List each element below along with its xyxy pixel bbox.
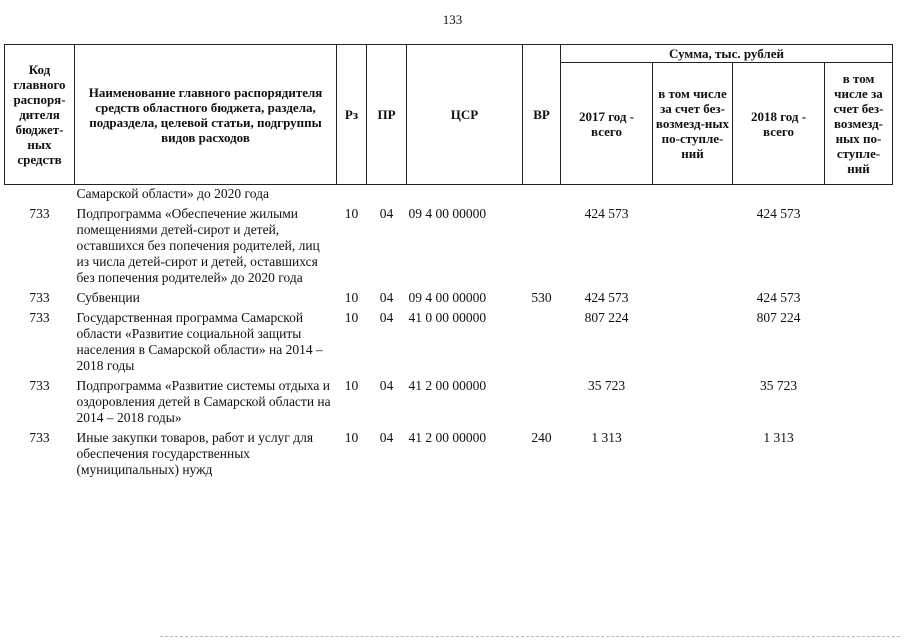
cell-name: Субвенции: [76, 290, 140, 305]
cell-2018-free: [825, 374, 893, 426]
cell-2017-free: [653, 286, 733, 306]
cell-code: 733: [29, 430, 50, 445]
header-2018-total: 2018 год - всего: [733, 63, 825, 185]
cell-code: 733: [29, 290, 50, 305]
cell-2017-total: 424 573: [584, 206, 629, 221]
header-pr: ПР: [367, 45, 407, 185]
continuation-row: [5, 185, 893, 203]
cell-csr: 09 4 00 00000: [408, 206, 487, 221]
cell-pr: 04: [379, 290, 394, 305]
header-name: Наименование главного распорядителя средств областного бюджета, раздела, подраздела, целевой статьи, подгруппы видов расходов: [75, 45, 337, 185]
header-rz: Рз: [337, 45, 367, 185]
header-vr: ВР: [523, 45, 561, 185]
table-header: [5, 45, 893, 185]
cell-pr: 04: [379, 310, 394, 325]
header-2018-free: в том числе за счет без-возмезд-ных по-ступле-ний: [825, 63, 893, 185]
cell-rz: 10: [344, 206, 359, 221]
table-row: [5, 286, 893, 306]
cell-code: 733: [29, 378, 50, 393]
cell-2017-free: [653, 426, 733, 478]
cell-rz: 10: [344, 378, 359, 393]
table-row: [5, 306, 893, 374]
cell-vr: [523, 374, 561, 426]
scan-edge-line: [160, 636, 900, 637]
cell-rz: 10: [344, 310, 359, 325]
cell-2017-free: [653, 306, 733, 374]
cell-name: Подпрограмма «Обеспечение жилыми помещениями детей-сирот и детей, оставшихся без попечения родителей, лиц из числа детей-сирот и детей, оставшихся без попечения родителей» до 2020 года: [76, 206, 320, 285]
cell-csr: 41 2 00 00000: [408, 378, 487, 393]
table-row: [5, 202, 893, 286]
table-row: [5, 374, 893, 426]
cell-2018-total: 1 313: [763, 430, 794, 445]
cell-csr: 41 0 00 00000: [408, 310, 487, 325]
cell-vr: 530: [531, 290, 552, 305]
cell-csr: 09 4 00 00000: [408, 290, 487, 305]
cell-name: Подпрограмма «Развитие системы отдыха и оздоровления детей в Самарской области на 2014 – 2018 годы»: [76, 378, 331, 425]
cell-2018-total: 424 573: [756, 290, 801, 305]
page-number: 133: [442, 12, 463, 27]
cell-2017-total: 35 723: [587, 378, 626, 393]
cell-vr: 240: [531, 430, 552, 445]
continuation-text: Самарской области» до 2020 года: [76, 186, 269, 201]
cell-pr: 04: [379, 378, 394, 393]
cell-pr: 04: [379, 430, 394, 445]
cell-2018-free: [825, 202, 893, 286]
header-sum-group: Сумма, тыс. рублей: [561, 45, 893, 63]
cell-pr: 04: [379, 206, 394, 221]
cell-2018-free: [825, 286, 893, 306]
cell-2018-total: 807 224: [756, 310, 801, 325]
cell-code: 733: [29, 310, 50, 325]
cell-rz: 10: [344, 290, 359, 305]
cell-2017-free: [653, 374, 733, 426]
cell-2018-total: 35 723: [759, 378, 798, 393]
cell-2018-total: 424 573: [756, 206, 801, 221]
cell-2018-free: [825, 306, 893, 374]
header-2017-total: 2017 год - всего: [561, 63, 653, 185]
header-code: Код главного распоря-дителя бюджет-ных средств: [5, 45, 75, 185]
cell-name: Иные закупки товаров, работ и услуг для обеспечения государственных (муниципальных) нужд: [76, 430, 314, 477]
budget-table: [4, 44, 893, 478]
cell-2018-free: [825, 426, 893, 478]
cell-vr: [523, 202, 561, 286]
header-csr: ЦСР: [407, 45, 523, 185]
cell-2017-total: 424 573: [584, 290, 629, 305]
cell-vr: [523, 306, 561, 374]
cell-2017-total: 807 224: [584, 310, 629, 325]
header-2017-free: в том числе за счет без-возмезд-ных по-ступле-ний: [653, 63, 733, 185]
cell-code: 733: [29, 206, 50, 221]
table-row: [5, 426, 893, 478]
cell-name: Государственная программа Самарской области «Развитие социальной защиты населения в Самарской области» на 2014 – 2018 годы: [76, 310, 323, 373]
cell-csr: 41 2 00 00000: [408, 430, 487, 445]
cell-rz: 10: [344, 430, 359, 445]
cell-2017-free: [653, 202, 733, 286]
cell-2017-total: 1 313: [591, 430, 622, 445]
